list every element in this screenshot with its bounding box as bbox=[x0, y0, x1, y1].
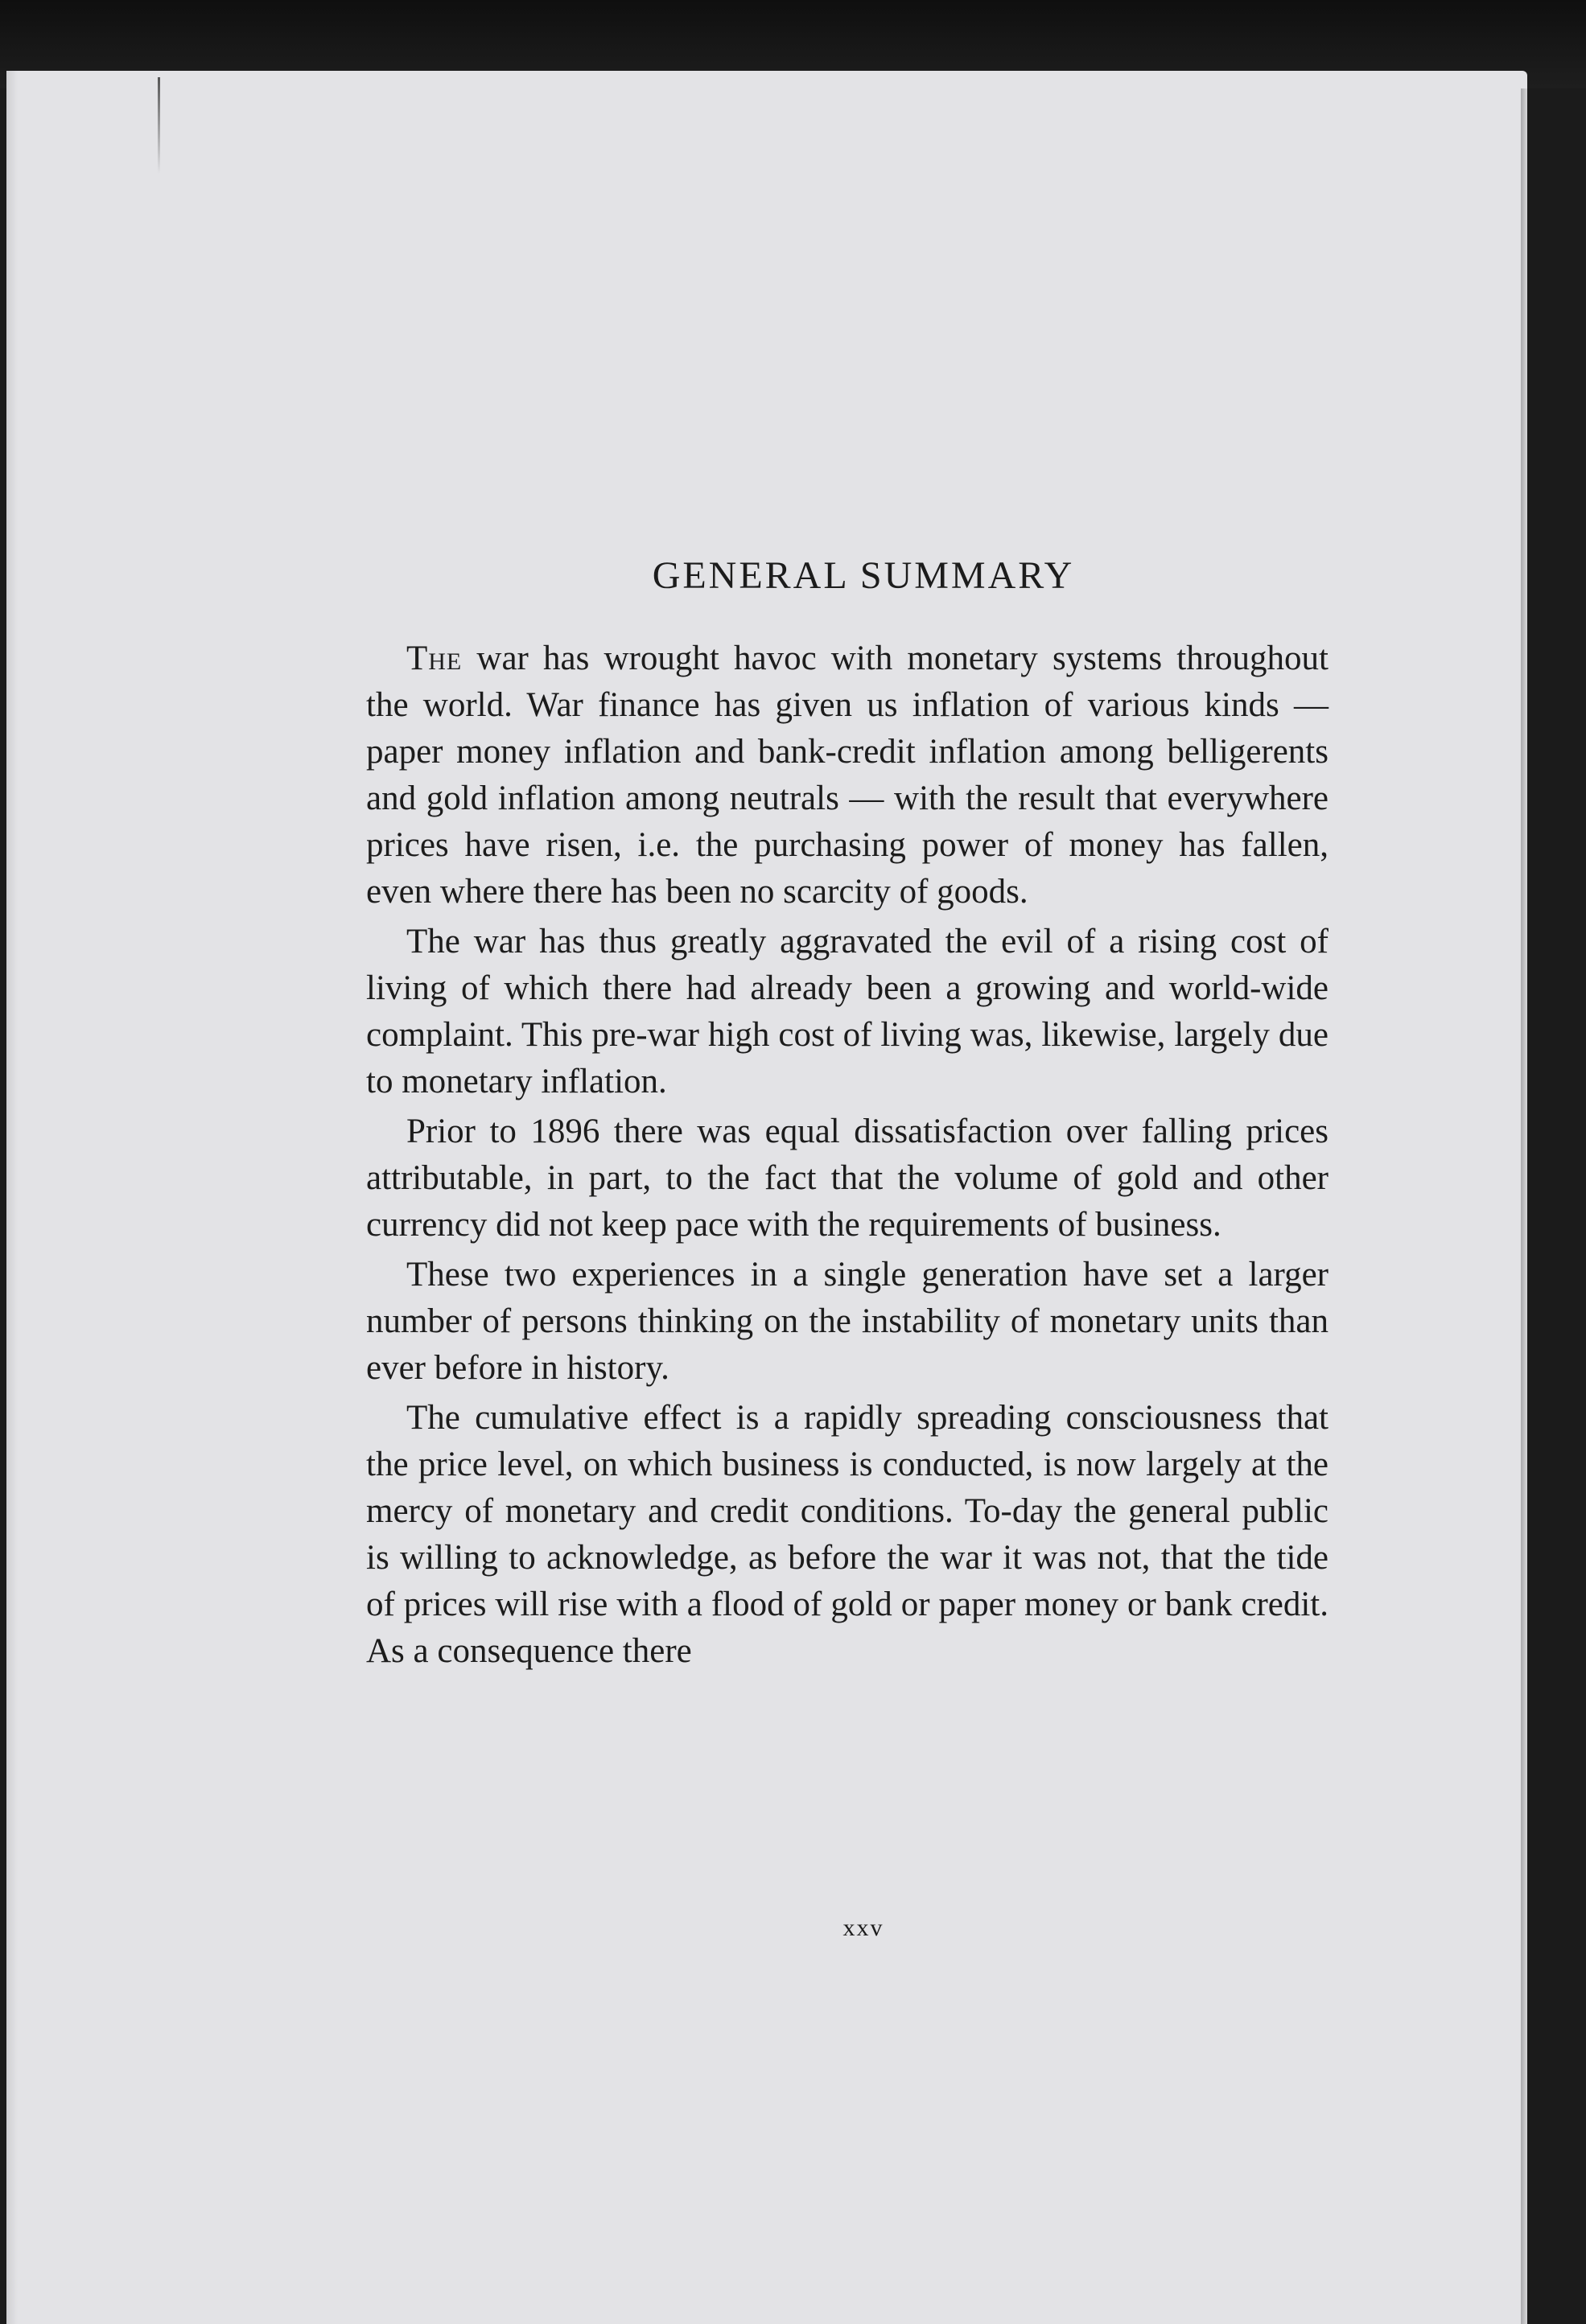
page-number: xxv bbox=[842, 1915, 884, 1941]
page-left-edge bbox=[6, 71, 18, 2324]
paragraph-2: The war has thus greatly aggravated the evil of a rising cost of living of which there had already been a growing and world-wide complaint. This pre-war high cost of living was, likewise, largely due to monetary inflation. bbox=[366, 923, 1329, 1100]
body-text bbox=[366, 636, 1329, 1678]
paragraph-3: Prior to 1896 there was equal dissatisfaction over falling prices attributable, in part, to the fact that the volume of gold and other currency did not keep pace with the requirements of business. bbox=[366, 1113, 1329, 1244]
paragraph-5: The cumulative effect is a rapidly spreading consciousness that the price level, on which business is conducted, is now largely at the mercy of monetary and credit conditions. To-day the general public is willing to acknowledge, as before the war it was not, that the tide of prices will rise with a flood of gold or paper money or bank credit. As a consequence there bbox=[366, 1399, 1329, 1670]
paragraph-4: These two experiences in a single generation have set a larger number of persons thinking on the instability of monetary units than ever before in history. bbox=[366, 1256, 1329, 1387]
page-heading: GENERAL SUMMARY bbox=[652, 554, 1075, 597]
page-edge-shadow bbox=[1521, 88, 1529, 2324]
paragraph-text: war has wrought havoc with monetary systems throughout the world. War finance has given us inflation of various kinds — paper money inflation and bank-credit inflation among belligerents and gold inflation among neutrals — with the result that everywhere prices have risen, i.e. the purchasing power of money has fallen, even where there has been no scarcity of goods. bbox=[366, 640, 1329, 911]
paragraph-1 bbox=[366, 636, 1329, 915]
binding-mark bbox=[158, 77, 160, 174]
paragraph-lead-word: The bbox=[406, 640, 463, 677]
